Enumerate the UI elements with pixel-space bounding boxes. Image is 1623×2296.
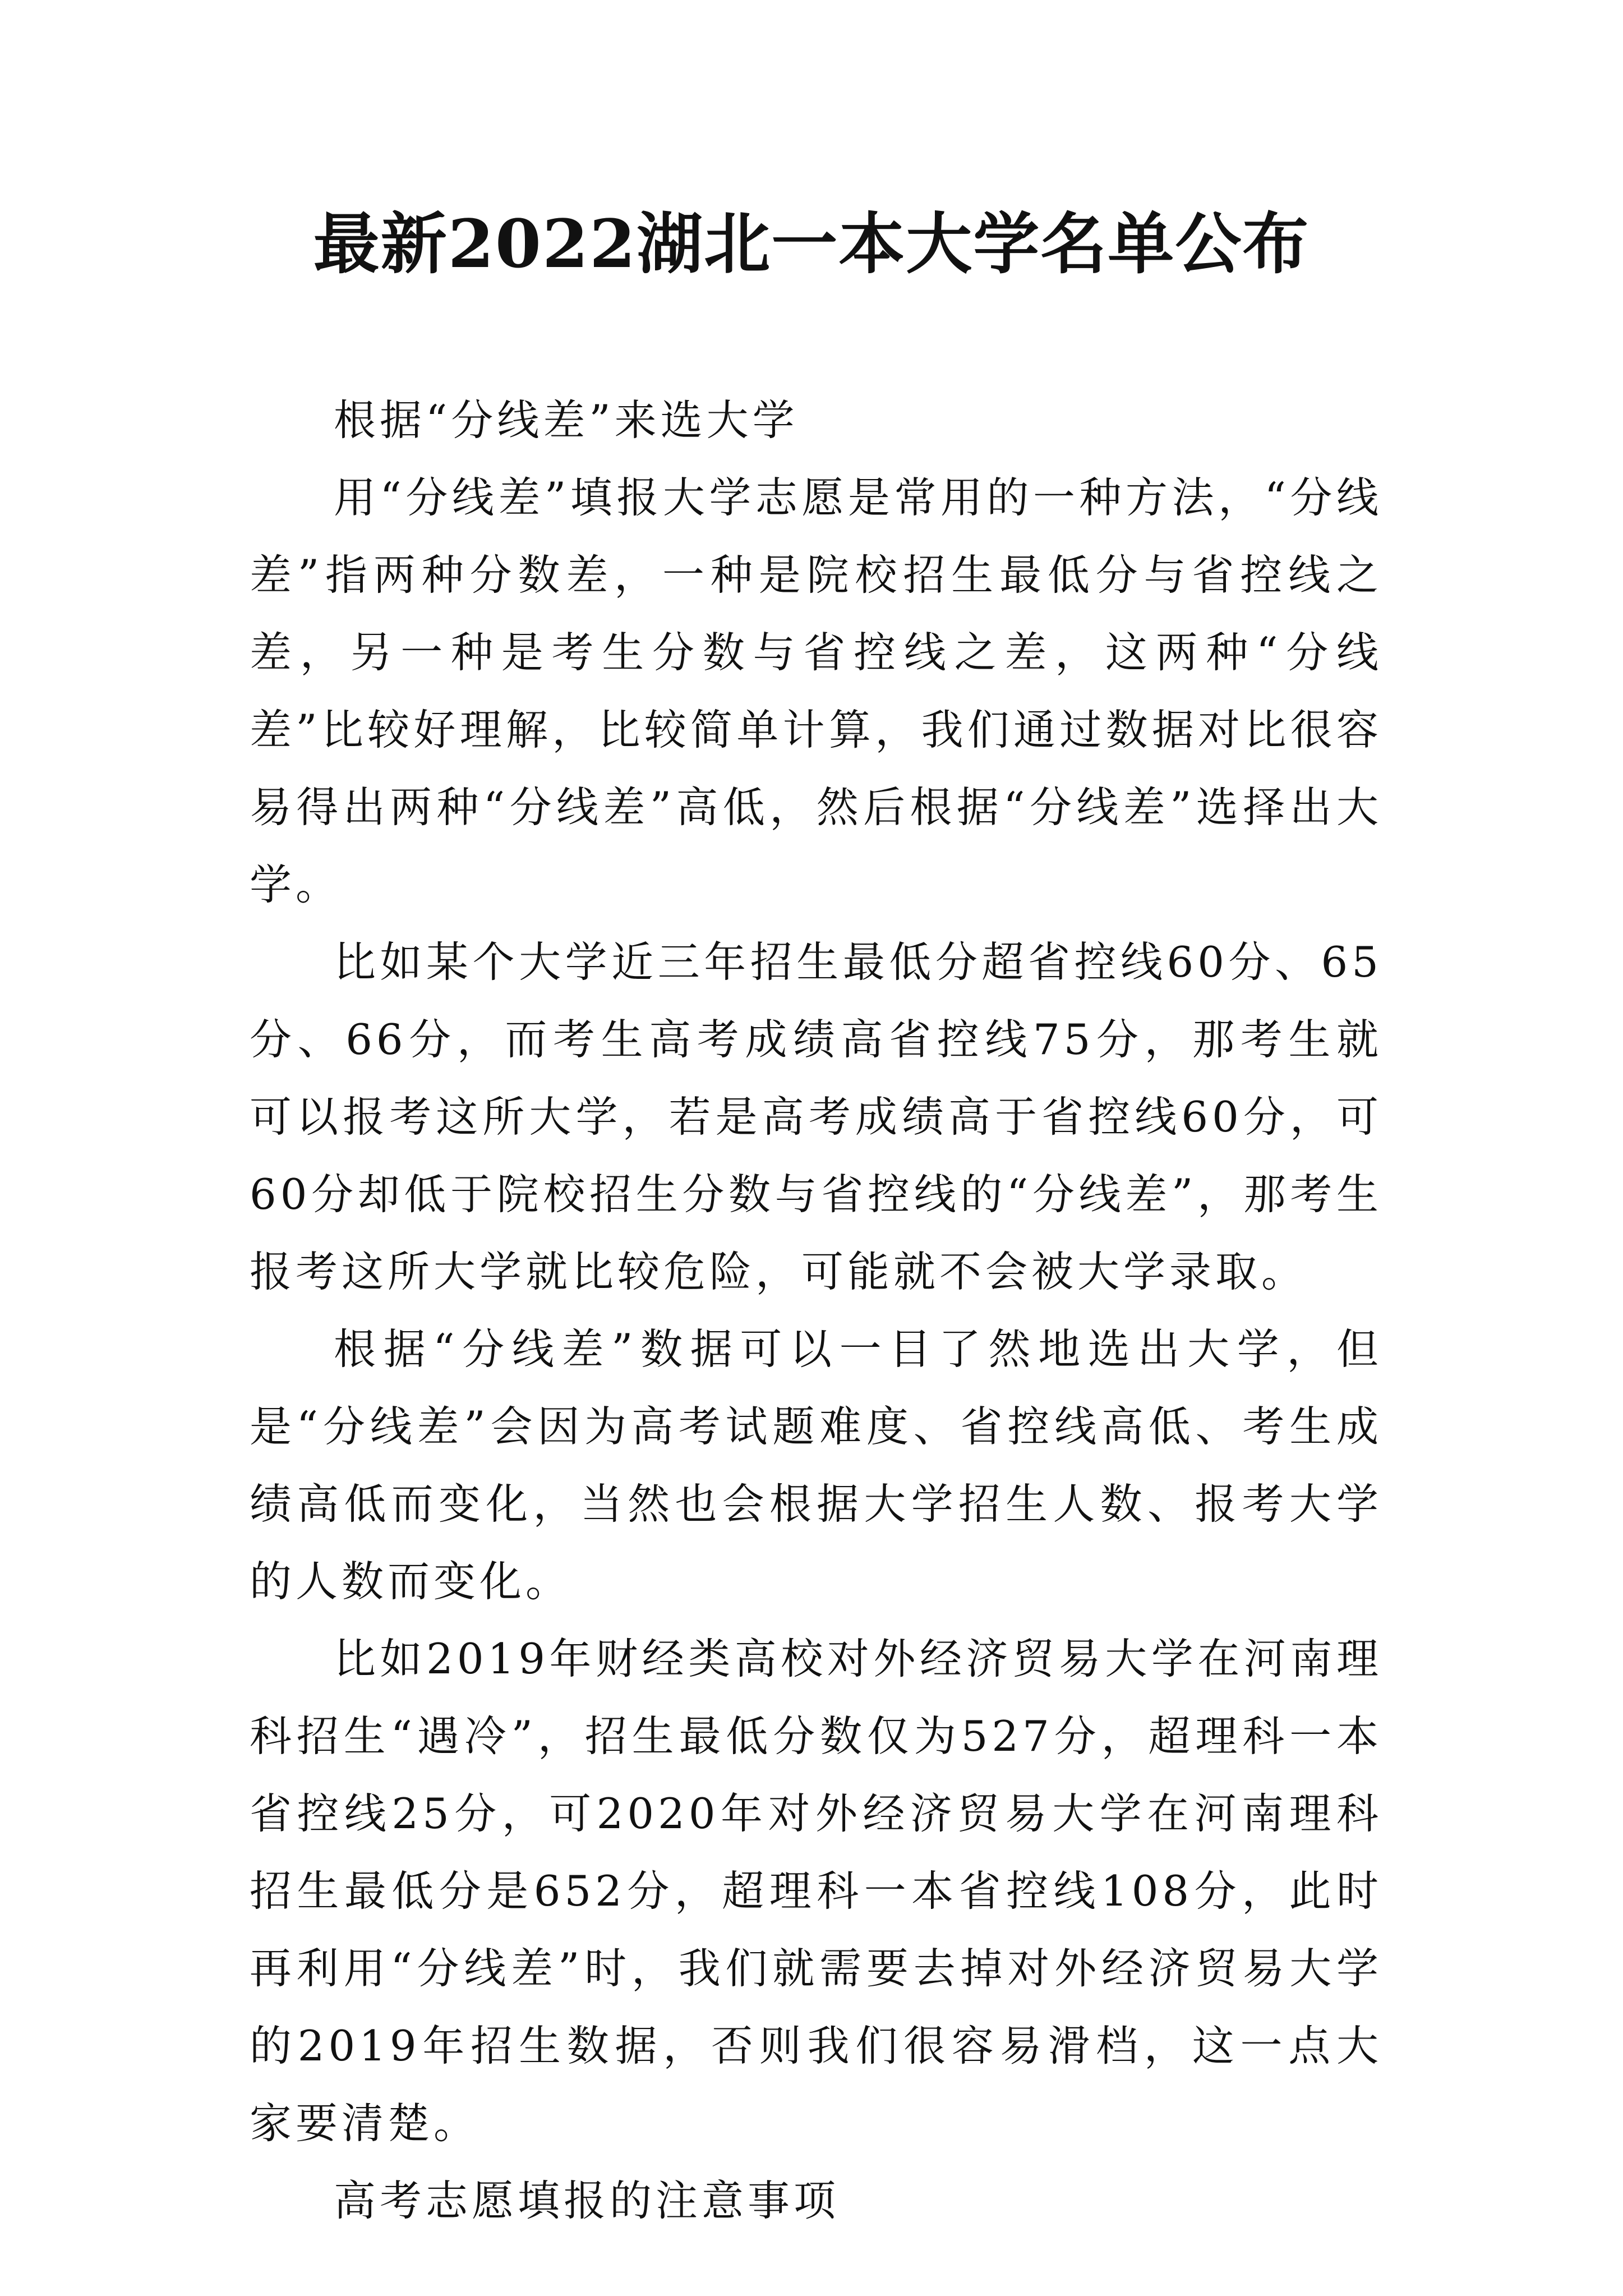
document-body bbox=[250, 381, 1382, 2239]
paragraph: 比如某个大学近三年招生最低分超省控线60分、65分、66分，而考生高考成绩高省控线75分，那考生就可以报考这所大学，若是高考成绩高于省控线60分，可60分却低于院校招生分数与省控线的“分线差”，那考生报考这所大学就比较危险，可能就不会被大学录取。 bbox=[250, 937, 1382, 1296]
section-heading: 高考志愿填报的注意事项 bbox=[334, 2176, 840, 2225]
document-title: 最新2022湖北一本大学名单公布 bbox=[313, 205, 1310, 283]
paragraph: 用“分线差”填报大学志愿是常用的一种方法，“分线差”指两种分数差，一种是院校招生最低分与省控线之差，另一种是考生分数与省控线之差，这两种“分线差”比较好理解，比较简单计算，我们通过数据对比很容易得出两种“分线差”高低，然后根据“分线差”选择出大学。 bbox=[250, 473, 1382, 909]
paragraph: 比如2019年财经类高校对外经济贸易大学在河南理科招生“遇冷”，招生最低分数仅为527分，超理科一本省控线25分，可2020年对外经济贸易大学在河南理科招生最低分是652分，超理科一本省控线108分，此时再利用“分线差”时，我们就需要去掉对外经济贸易大学的2019年招生数据，否则我们很容易滑档，这一点大家要清楚。 bbox=[250, 1634, 1382, 2148]
section-heading: 根据“分线差”来选大学 bbox=[334, 395, 799, 445]
paragraph: 根据“分线差”数据可以一目了然地选出大学，但是“分线差”会因为高考试题难度、省控线高低、考生成绩高低而变化，当然也会根据大学招生人数、报考大学的人数而变化。 bbox=[250, 1324, 1382, 1606]
